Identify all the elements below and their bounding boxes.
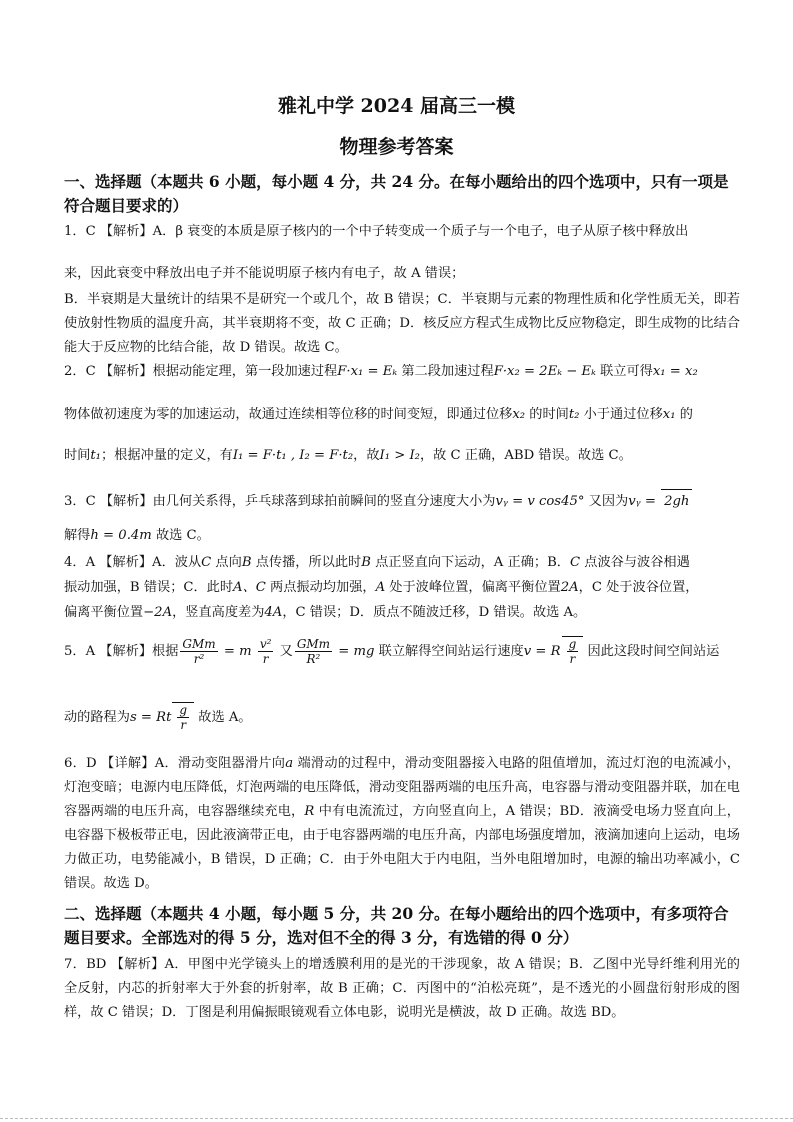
q2-equation-4: I₁ = F·t₁ , I₂ = F·t₂ xyxy=(232,448,354,463)
question-4-line-1 xyxy=(64,551,740,575)
q2-equation-5: I₁ > I₂ xyxy=(379,448,420,463)
q5-v-equals-r: v = R xyxy=(523,644,561,659)
q2-text-b: 第二段加速过程 xyxy=(397,364,494,379)
q6-text-a: 6．D 【详解】A．滑动变阻器滑片向 xyxy=(64,756,286,771)
document-title: 物理参考答案 xyxy=(339,136,454,158)
q4-point-b: B xyxy=(241,555,252,570)
q4-text-3a: 偏离平衡位置 xyxy=(64,605,144,620)
q4-points-ac: A、C xyxy=(233,580,266,595)
q5-fraction-g-r xyxy=(567,637,579,666)
q5-frac4-denominator: r xyxy=(569,652,576,666)
q5-frac3-denominator: R² xyxy=(306,652,321,666)
q4-point-c-2: C xyxy=(569,555,581,570)
section-2-heading: 二、选择题（本题共 4 小题，每小题 5 分，共 20 分。在每小题给出的四个选项中，有多项符合题目要求。全部选对的得 5 分，选对但不全的得 3 分，有选错的得 0 分） xyxy=(64,904,729,947)
q2-text-c: 联立可得 xyxy=(595,364,653,379)
q5-text-2b: 故选 A。 xyxy=(194,710,252,725)
q4-text-a: 4．A 【解析】A．波从 xyxy=(64,555,202,570)
q5-sqrt-g-over-r xyxy=(562,636,584,666)
q2-var-x1: x₁ xyxy=(662,407,676,422)
q2-text-3d: ，故 C 正确，ABD 错误。故选 C。 xyxy=(419,448,632,463)
q6-text-b: 端滑动的过程中，滑动变阻器接入电路的阻值增加，流过灯泡的电流减小，灯泡变暗；电源内电压降低，灯泡两端的电压降低，滑动变阻器两端的电压升高，电容器与滑动变阻器并联，加在电容器两端的电压升高，电容器继续充电， xyxy=(64,756,740,819)
q3-equation-3: h = 0.4m xyxy=(90,528,152,543)
q3-sqrt-2gh: 2gh xyxy=(661,489,692,514)
q4-text-3c: ，C 错误；D．质点不随波迁移，D 错误。故选 A。 xyxy=(282,605,587,620)
q5-text-2a: 动的路程为 xyxy=(64,710,130,725)
q3-text-a: 3．C 【解析】由几何关系得，乒乓球落到球拍前瞬间的竖直分速度大小为 xyxy=(64,494,496,509)
q2-text-3a: 时间 xyxy=(64,448,91,463)
q5-text-a: 5．A 【解析】根据 xyxy=(64,644,179,659)
q5-equals-m: = m xyxy=(219,644,256,659)
q6-resistor-r: R xyxy=(304,804,315,819)
q6-text-c: 中有电流流过，方向竖直向上，A 错误；BD．液滴受电场力竖直向上，电容器下极板带正电，因此液滴带正电，由于电容器两端的电压升高，内部电场强度增加，液滴加速向上运动，电场力做正功，电势能减小，B 错误，D 正确；C．由于外电阻大于内电阻，当外电阻增加时，电源的输出功率减小，C 错误。故选 D。 xyxy=(64,804,740,891)
q5-frac2-denominator: r xyxy=(262,652,269,666)
q2-equation-2: F·x₂ = 2Eₖ − Eₖ xyxy=(493,364,596,379)
q3-text-2b: 故选 C。 xyxy=(151,528,210,543)
q5-text-c: 联立解得空间站运行速度 xyxy=(374,644,524,659)
q2-text-2b: 的时间 xyxy=(525,407,569,422)
q4-text-2a: 振动加强，B 错误；C．此时 xyxy=(64,580,234,595)
q4-equation-neg-2a: −2A xyxy=(143,605,173,620)
q2-text-2a: 物体做初速度为零的加速运动，故通过连续相等位移的时间变短，即通过位移 xyxy=(64,407,513,422)
question-1-line-1: 1．C 【解析】A．β 衰变的本质是原子核内的一个中子转变成一个质子与一个电子，电子从原子核中释放出 xyxy=(64,224,689,239)
q4-text-b: 点向 xyxy=(211,555,242,570)
q5-frac1-numerator: GMm xyxy=(182,637,216,651)
q5-fraction-gmm-r2 xyxy=(180,637,217,666)
q5-frac2-numerator: v² xyxy=(259,637,272,651)
question-5-line-2 xyxy=(64,702,740,732)
q2-text-2c: 小于通过位移 xyxy=(579,407,663,422)
question-2-line-3 xyxy=(64,444,740,468)
q4-text-2b: 两点振动均加强， xyxy=(265,580,376,595)
q5-s-equals-rt: s = Rt xyxy=(129,710,172,725)
q5-fraction-v2-r xyxy=(258,637,274,666)
q2-text-a: 2．C 【解析】根据动能定理，第一段加速过程 xyxy=(64,364,338,379)
q5-frac5-numerator: g xyxy=(179,703,188,717)
q5-text-b: 又 xyxy=(275,644,293,659)
question-7-paragraph: 7．BD 【解析】A．甲图中光学镜头上的增透膜利用的是光的干涉现象，故 A 错误；B．乙图中光导纤维利用光的全反射，内芯的折射率大于外套的折射率，故 B 正确；C．丙图中的“泊松亮斑”，是不透光的小圆盘衍射形成的图样，故 C 错误；D．丁图是利用偏振眼镜观看立体电影，说明光是横波，故 D 正确。故选 BD。 xyxy=(64,957,740,1020)
q4-text-d: 点正竖直向下运动，A 正确；B． xyxy=(370,555,570,570)
q3-text-2a: 解得 xyxy=(64,528,91,543)
question-3-line-2 xyxy=(64,524,740,548)
question-2-line-2 xyxy=(64,403,740,427)
q3-equation-1: vᵧ = v cos45° xyxy=(495,494,585,509)
q2-var-t2: t₂ xyxy=(568,407,580,422)
q4-text-3b: ，竖直高度差为 xyxy=(172,605,265,620)
question-1-line-2: 来，因此衰变中释放出电子并不能说明原子核内有电子，故 A 错误； xyxy=(64,266,465,281)
q4-point-a: A xyxy=(375,580,386,595)
q4-point-c: C xyxy=(201,555,212,570)
q2-var-t1: t₁ xyxy=(90,448,101,463)
q4-text-2d: ，C 处于波谷位置， xyxy=(578,580,699,595)
q3-text-b: 又因为 xyxy=(584,494,629,509)
q5-frac3-numerator: GMm xyxy=(296,637,331,651)
q5-sqrt-g-over-r-2 xyxy=(172,702,194,732)
question-4-line-2 xyxy=(64,576,740,600)
q5-frac1-denominator: r² xyxy=(193,652,205,666)
school-title: 雅礼中学 2024 届高三一模 xyxy=(277,95,516,117)
q4-text-2c: 处于波峰位置，偏离平衡位置 xyxy=(385,580,561,595)
q2-equation-3: x₁ = x₂ xyxy=(652,364,698,379)
question-5-line-1 xyxy=(64,636,740,666)
q4-point-b-2: B xyxy=(361,555,371,570)
q4-text-c: 点传播，所以此时 xyxy=(251,555,362,570)
q5-equals-mg: = mg xyxy=(334,644,375,659)
question-4-line-3 xyxy=(64,601,740,625)
question-2-line-1 xyxy=(64,360,740,384)
section-1-heading: 一、选择题（本题共 6 小题，每小题 4 分，共 24 分。在每小题给出的四个选项中，只有一项是符合题目要求的） xyxy=(64,172,729,215)
question-1-line-3: B．半衰期是大量统计的结果不是研究一个或几个，故 B 错误；C．半衰期与元素的物理性质和化学性质无关，即若使放射性物质的温度升高，其半衰期将不变，故 C 正确；D．核反应方程式生成物比反应物稳定，即生成物的比结合能大于反应物的比结合能，故 D 错误。故选 C。 xyxy=(64,292,740,355)
question-3-line-1 xyxy=(64,489,740,514)
q5-text-d: 因此这段时间空间站运 xyxy=(583,644,720,659)
q4-equation-4a: 4A xyxy=(264,605,283,620)
page-bottom-rule xyxy=(0,1118,793,1120)
q5-frac5-denominator: r xyxy=(180,718,187,732)
q2-text-3b: ；根据冲量的定义，有 xyxy=(100,448,233,463)
q2-text-3c: ，故 xyxy=(353,448,380,463)
q4-text-e: 点波谷与波谷相遇 xyxy=(580,555,690,570)
question-6-paragraph xyxy=(64,752,740,896)
q4-equation-2a: 2A xyxy=(560,580,579,595)
q2-text-2d: 的 xyxy=(675,407,693,422)
q6-endpoint-a: a xyxy=(285,756,294,771)
q5-fraction-gmm-R2 xyxy=(295,637,332,666)
q2-equation-1: F·x₁ = Eₖ xyxy=(337,364,398,379)
q3-equation-2-lhs: vᵧ = xyxy=(628,494,661,509)
q5-fraction-g-r-2 xyxy=(177,703,189,732)
q5-frac4-numerator: g xyxy=(568,637,577,651)
q2-var-x2: x₂ xyxy=(512,407,526,422)
